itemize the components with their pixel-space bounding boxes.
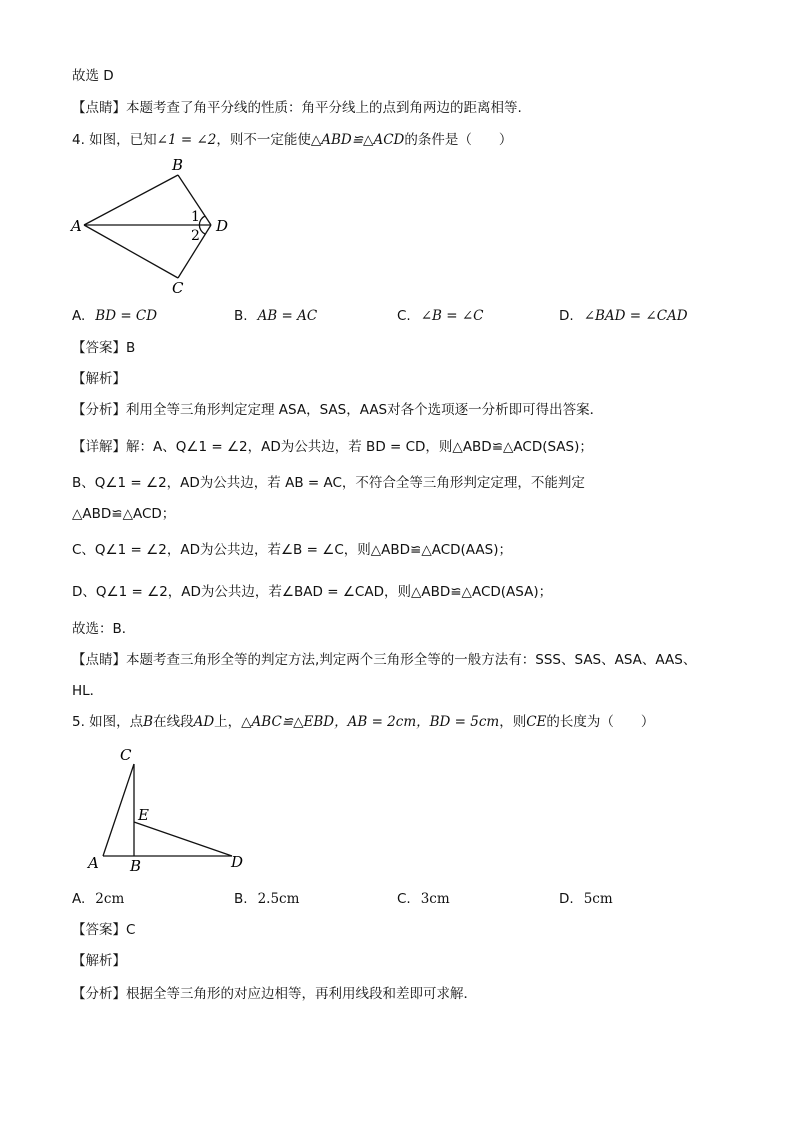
q5-options xyxy=(72,889,732,909)
q4-label-c: C xyxy=(172,279,184,297)
q5-answer-tag: 【答案】 xyxy=(72,922,126,938)
q4-detail-b2: △ABD≌△ACD； xyxy=(72,506,176,522)
q5-answer xyxy=(72,920,135,940)
q5-stem xyxy=(72,712,654,732)
q4-stem-given: ∠1 = ∠2 xyxy=(156,132,217,148)
q5-stem-on: 上， xyxy=(214,714,242,730)
q4-option-b-text: AB = AC xyxy=(257,308,318,324)
q5-figure xyxy=(82,740,252,880)
comment-text: 本题考查了角平分线的性质：角平分线上的点到角两边的距离相等. xyxy=(126,100,522,116)
q5-stem-b: B xyxy=(143,714,154,730)
q4-options xyxy=(72,306,732,326)
q5-label-c: C xyxy=(120,746,132,764)
q5-option-d-letter: D. xyxy=(559,891,574,907)
q5-fenxi-tag: 【分析】 xyxy=(72,986,126,1002)
q5-label-d: D xyxy=(231,853,244,871)
q4-option-a-text: BD = CD xyxy=(95,308,158,324)
q4-comment-2: HL． xyxy=(72,683,104,699)
q4-stem-suffix: 的条件是（ ） xyxy=(404,132,513,148)
q5-label-e: E xyxy=(138,806,149,824)
q5-option-d-text: 5cm xyxy=(583,891,613,907)
q5-option-c-text: 3cm xyxy=(420,891,450,907)
q4-stem-mid: ，则不一定能使 xyxy=(216,132,311,148)
q5-option-a-letter: A. xyxy=(72,891,86,907)
q5-stem-cong: △ABC≌△EBD xyxy=(241,714,335,730)
q5-label-a: A xyxy=(88,854,99,872)
q5-fenxi xyxy=(72,984,477,1004)
q5-analysis-tag: 【解析】 xyxy=(72,953,126,969)
q4-option-b[interactable] xyxy=(234,306,317,326)
q5-stem-prefix: 5. 如图，点 xyxy=(72,714,144,730)
prev-choice: 故选 D xyxy=(72,68,114,84)
q4-option-a[interactable] xyxy=(72,306,157,326)
q4-label-d: D xyxy=(216,217,229,235)
q4-stem xyxy=(72,130,512,150)
q4-fenxi-text: 利用全等三角形判定定理 ASA，SAS，AAS对各个选项逐一分析即可得出答案． xyxy=(126,402,604,418)
prev-comment xyxy=(72,98,522,118)
q4-detail-a-text: 解：A、Q∠1 = ∠2，AD为公共边，若 BD = CD，则△ABD≌△ACD(SAS)； xyxy=(126,439,593,455)
q4-fenxi-tag: 【分析】 xyxy=(72,402,126,418)
q4-option-d-letter: D. xyxy=(559,308,574,324)
q4-answer xyxy=(72,338,135,358)
q5-option-a-text: 2cm xyxy=(95,891,125,907)
q4-stem-cong: △ABD≌△ACD xyxy=(310,132,405,148)
q4-comment-tag: 【点睛】 xyxy=(72,652,126,668)
q5-option-c[interactable] xyxy=(397,889,450,909)
q5-label-b: B xyxy=(130,857,142,875)
q4-stem-prefix: 4. 如图，已知 xyxy=(72,132,157,148)
q4-figure xyxy=(66,155,246,300)
q5-stem-in: 在线段 xyxy=(153,714,194,730)
q4-analysis-tag: 【解析】 xyxy=(72,371,126,387)
q5-fenxi-text: 根据全等三角形的对应边相等，再利用线段和差即可求解． xyxy=(126,986,477,1002)
q5-option-d[interactable] xyxy=(559,889,613,909)
q4-detail-b1: B、Q∠1 = ∠2，AD为公共边，若 AB = AC，不符合全等三角形判定定理，不能判定 xyxy=(72,475,585,491)
q5-stem-ce: CE xyxy=(526,714,547,730)
q5-stem-suffix: 的长度为（ ） xyxy=(546,714,655,730)
q4-option-c-letter: C. xyxy=(397,308,411,324)
q5-option-b-letter: B. xyxy=(234,891,248,907)
q4-answer-value: B xyxy=(126,340,136,356)
q4-label-angle2: 2 xyxy=(191,228,200,244)
q5-segment-ac xyxy=(103,764,134,856)
q5-answer-value: C xyxy=(126,922,136,938)
q4-fenxi xyxy=(72,400,603,420)
q5-stem-then: ，则 xyxy=(499,714,527,730)
q4-answer-tag: 【答案】 xyxy=(72,340,126,356)
q5-stem-bd: ，BD = 5cm xyxy=(416,714,500,730)
q4-comment-text-1: 本题考查三角形全等的判定方法,判定两个三角形全等的一般方法有：SSS、SAS、ASA、AAS、 xyxy=(126,652,697,668)
q5-segment-ed xyxy=(134,822,232,856)
q5-option-b-text: 2.5cm xyxy=(257,891,300,907)
q4-label-angle1: 1 xyxy=(191,209,200,225)
q4-option-d[interactable] xyxy=(559,306,688,326)
q4-segment-ab xyxy=(84,175,178,225)
comment-tag: 【点睛】 xyxy=(72,100,126,116)
q4-segment-ac xyxy=(84,225,178,278)
q4-option-a-letter: A. xyxy=(72,308,86,324)
q4-detail-c: C、Q∠1 = ∠2，AD为公共边，若∠B = ∠C，则△ABD≌△ACD(AAS)； xyxy=(72,542,512,558)
q4-option-c-text: ∠B = ∠C xyxy=(420,308,484,324)
q4-detail-tag: 【详解】 xyxy=(72,439,126,455)
q4-option-b-letter: B. xyxy=(234,308,248,324)
q5-stem-ad: AD xyxy=(193,714,215,730)
q4-detail-d: D、Q∠1 = ∠2，AD为公共边，若∠BAD = ∠CAD，则△ABD≌△ACD(ASA)； xyxy=(72,584,553,600)
q5-option-a[interactable] xyxy=(72,889,124,909)
q5-stem-ab: ，AB = 2cm xyxy=(334,714,417,730)
q4-choice: 故选：B． xyxy=(72,621,136,637)
q4-label-a: A xyxy=(71,217,82,235)
q4-option-c[interactable] xyxy=(397,306,484,326)
q4-label-b: B xyxy=(172,156,184,174)
q4-option-d-text: ∠BAD = ∠CAD xyxy=(583,308,688,324)
q4-comment-1 xyxy=(72,650,696,670)
q4-detail-a xyxy=(72,437,593,457)
q5-option-c-letter: C. xyxy=(397,891,411,907)
q5-option-b[interactable] xyxy=(234,889,299,909)
